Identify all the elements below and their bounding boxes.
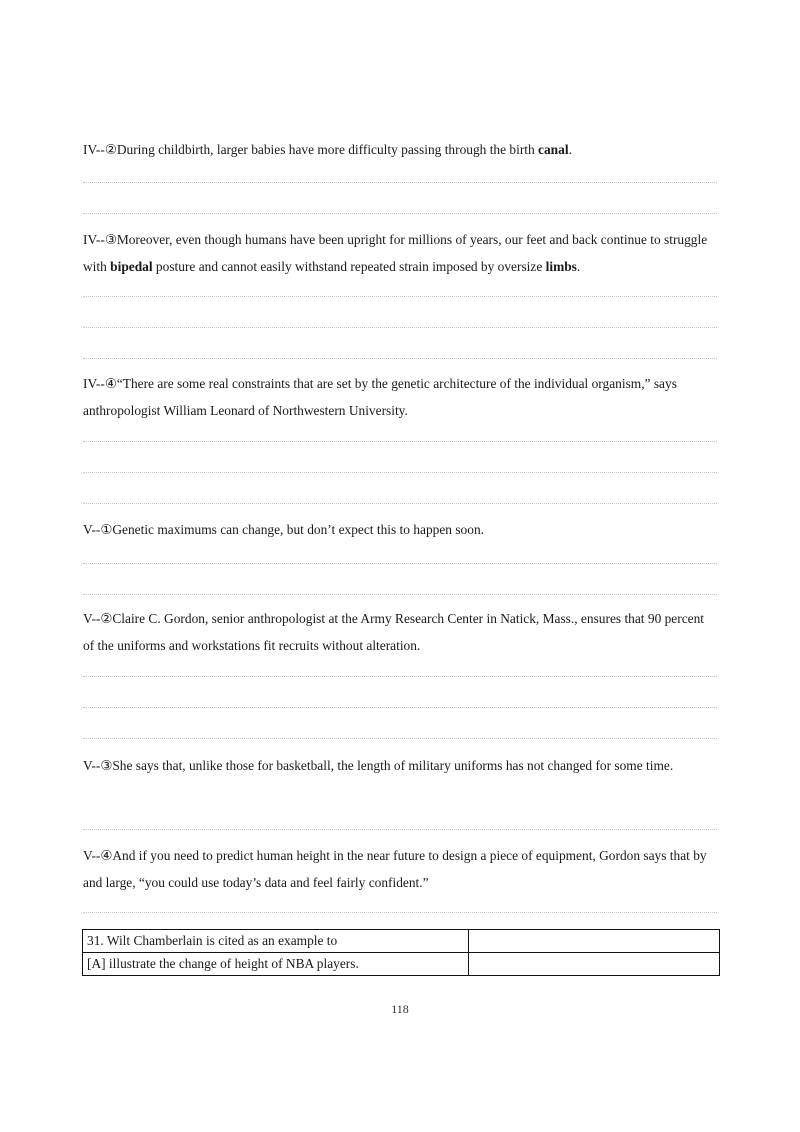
bold-term: bipedal xyxy=(110,259,153,274)
table-row xyxy=(83,930,720,953)
writing-line xyxy=(83,563,717,564)
writing-line xyxy=(83,594,717,595)
question-table xyxy=(82,929,720,976)
sentence-text: . xyxy=(576,259,581,274)
sentence-text: V--③She says that, unlike those for basketball, the length of military uniforms has not changed for some time. xyxy=(83,758,674,773)
sentence-v-4 xyxy=(83,842,718,896)
bold-term: limbs xyxy=(545,259,577,274)
writing-line xyxy=(83,327,717,328)
sentence-v-1 xyxy=(83,516,718,543)
writing-line xyxy=(83,472,717,473)
sentence-text: . xyxy=(568,142,572,157)
sentence-text: posture and cannot easily withstand repeated strain imposed by oversize xyxy=(152,259,546,274)
sentence-iv-4 xyxy=(83,370,718,424)
sentence-text: IV--③Moreover, even though humans have been upright for millions of years, our feet and back continue to struggle with xyxy=(83,232,708,274)
sentence-text: IV--②During childbirth, larger babies have more difficulty passing through the birth xyxy=(83,142,539,157)
bold-term: canal xyxy=(538,142,569,157)
table-row xyxy=(83,953,720,976)
writing-line xyxy=(83,213,717,214)
question-stem-cell: 31. Wilt Chamberlain is cited as an example to xyxy=(83,930,469,953)
page-number: 118 xyxy=(391,1002,409,1016)
sentence-v-2 xyxy=(83,605,718,659)
answer-cell[interactable] xyxy=(469,930,720,953)
writing-line xyxy=(83,358,717,359)
writing-line xyxy=(83,441,717,442)
sentence-text: V--②Claire C. Gordon, senior anthropologist at the Army Research Center in Natick, Mass., ensures that 90 percent of the uniforms and workstations fit recruits without alteration. xyxy=(83,611,705,653)
sentence-text: IV--④“There are some real constraints that are set by the genetic architecture of the individual organism,” says anthropologist William Leonard of Northwestern University. xyxy=(83,376,677,418)
option-cell: [A] illustrate the change of height of NBA players. xyxy=(83,953,469,976)
writing-line xyxy=(83,707,717,708)
writing-line xyxy=(83,912,717,913)
writing-line xyxy=(83,182,717,183)
sentence-text: V--①Genetic maximums can change, but don’t expect this to happen soon. xyxy=(83,522,484,537)
sentence-v-3 xyxy=(83,752,718,779)
writing-line xyxy=(83,503,717,504)
writing-line xyxy=(83,296,717,297)
writing-line xyxy=(83,829,717,830)
answer-cell[interactable] xyxy=(469,953,720,976)
sentence-text: V--④And if you need to predict human height in the near future to design a piece of equipment, Gordon says that by and large, “you could use today’s data and feel fairly confident.” xyxy=(83,848,707,890)
sentence-iv-3 xyxy=(83,226,718,280)
writing-line xyxy=(83,676,717,677)
writing-line xyxy=(83,738,717,739)
sentence-iv-2 xyxy=(83,136,718,163)
